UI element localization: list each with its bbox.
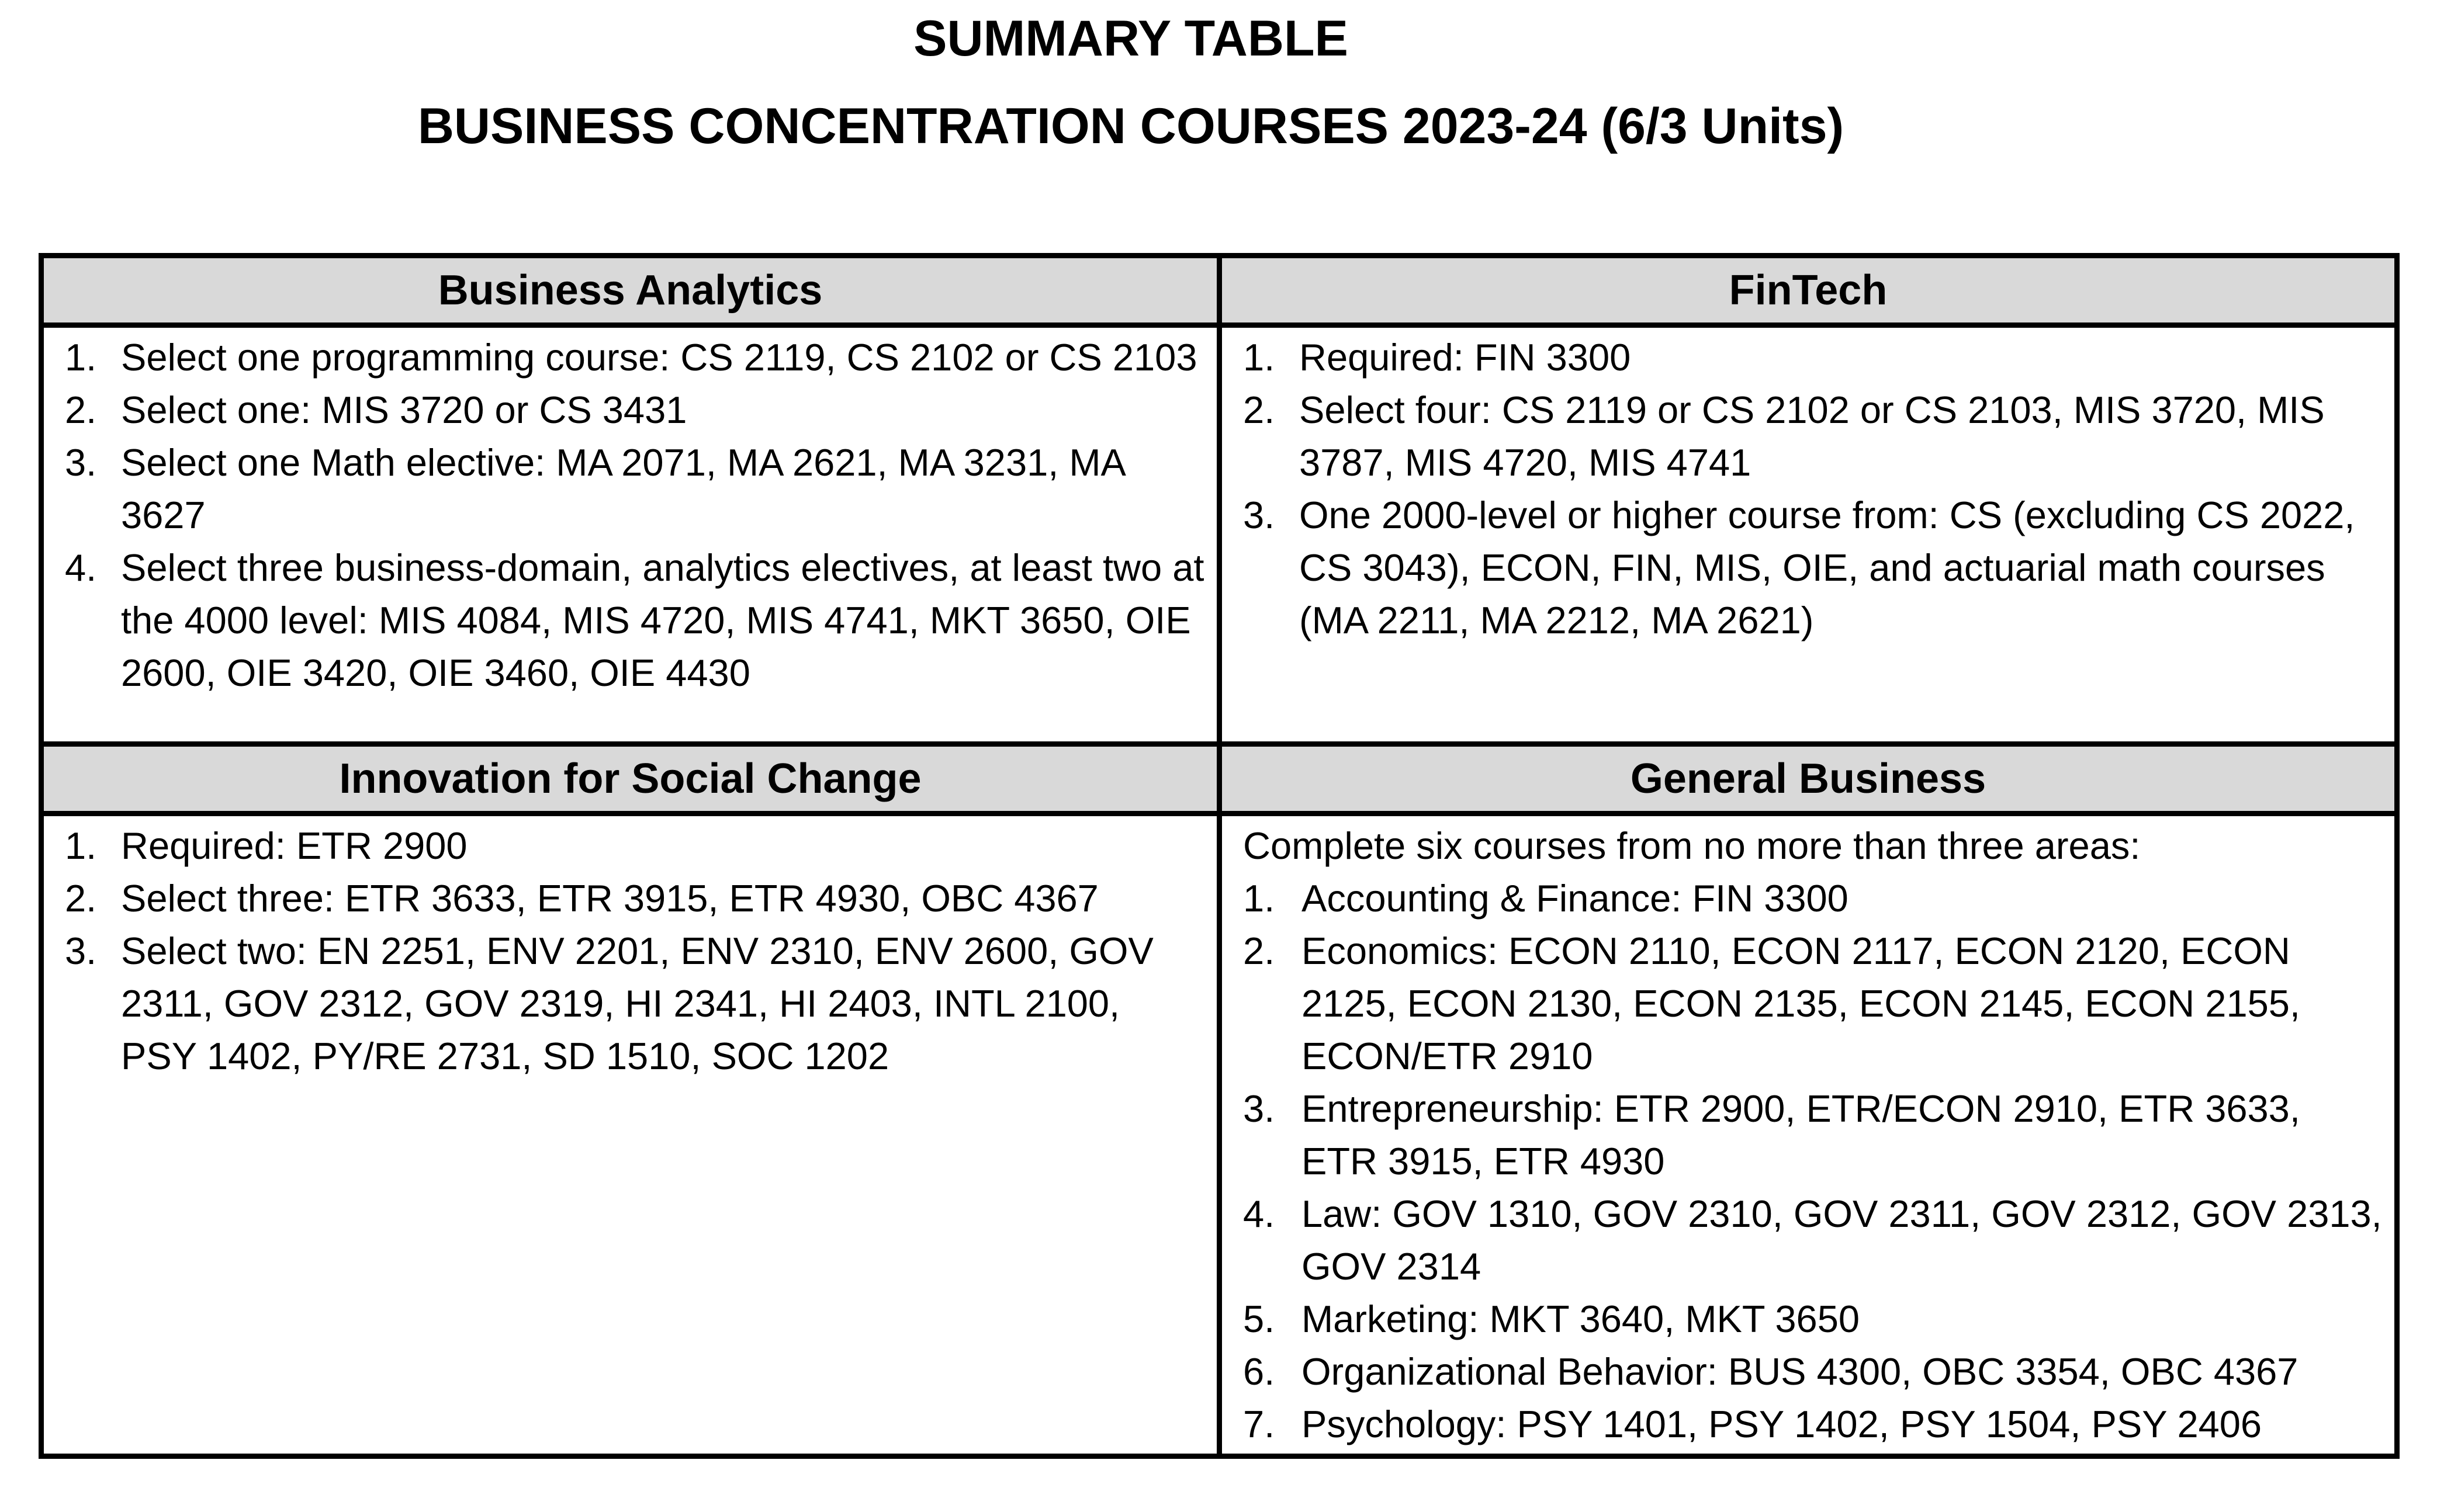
list-item xyxy=(65,925,1205,1083)
item-text: Entrepreneurship: ETR 2900, ETR/ECON 2910, ETR 3633, ETR 3915, ETR 4930 xyxy=(1301,1087,2300,1182)
item-text: Select one: MIS 3720 or CS 3431 xyxy=(121,389,687,431)
item-number: 1. xyxy=(65,336,97,379)
list-item xyxy=(65,384,1205,436)
list-item xyxy=(1243,1398,2383,1451)
innovation-social-change-cell xyxy=(44,747,1222,1454)
item-text: Required: FIN 3300 xyxy=(1299,336,1631,379)
title-summary-table: SUMMARY TABLE xyxy=(913,11,1348,67)
list-item xyxy=(1243,925,2383,1083)
list-item xyxy=(65,872,1205,925)
general-business-intro: Complete six courses from no more than three areas: xyxy=(1243,824,2141,867)
item-text: Select one Math elective: MA 2071, MA 2621, MA 3231, MA 3627 xyxy=(121,441,1124,536)
fintech-cell xyxy=(1222,258,2394,747)
item-text: Select one programming course: CS 2119, CS 2102 or CS 2103 xyxy=(121,336,1197,379)
general-business-list xyxy=(1243,872,2383,1451)
list-item xyxy=(1243,489,2383,647)
business-analytics-body xyxy=(44,328,1217,699)
list-item xyxy=(1243,1345,2383,1398)
innovation-social-change-heading: Innovation for Social Change xyxy=(44,747,1217,816)
list-item xyxy=(1243,872,2383,925)
item-number: 2. xyxy=(65,877,97,920)
item-number: 1. xyxy=(1243,336,1275,379)
item-number: 3. xyxy=(1243,1087,1275,1130)
innovation-social-change-body xyxy=(44,816,1217,1083)
item-number: 6. xyxy=(1243,1350,1275,1393)
general-business-body xyxy=(1222,816,2394,1451)
list-item xyxy=(1243,384,2383,489)
item-number: 4. xyxy=(65,546,97,589)
item-text: Select three business-domain, analytics electives, at least two at the 4000 level: MIS 4084, MIS 4720, MIS 4741, MKT 3650, OIE 2600, OIE 3420, OIE 3460, OIE 4430 xyxy=(121,546,1204,694)
list-item xyxy=(1243,1188,2383,1293)
item-number: 7. xyxy=(1243,1403,1275,1445)
summary-table xyxy=(39,253,2400,1459)
item-text: Select three: ETR 3633, ETR 3915, ETR 4930, OBC 4367 xyxy=(121,877,1099,920)
list-item xyxy=(1243,1293,2383,1345)
item-text: Required: ETR 2900 xyxy=(121,824,468,867)
title-concentration-courses: BUSINESS CONCENTRATION COURSES 2023-24 (6/3 Units) xyxy=(417,98,1844,154)
item-number: 2. xyxy=(65,389,97,431)
innovation-social-change-list xyxy=(65,820,1205,1083)
list-item xyxy=(65,436,1205,542)
item-text: Select four: CS 2119 or CS 2102 or CS 2103, MIS 3720, MIS 3787, MIS 4720, MIS 4741 xyxy=(1299,389,2325,484)
item-text: Select two: EN 2251, ENV 2201, ENV 2310, ENV 2600, GOV 2311, GOV 2312, GOV 2319, HI 2341, HI 2403, INTL 2100, PSY 1402, PY/RE 2731, SD 1510, SOC 1202 xyxy=(121,930,1154,1077)
fintech-list xyxy=(1243,331,2383,647)
business-analytics-cell xyxy=(44,258,1222,747)
list-item xyxy=(1243,331,2383,384)
list-item xyxy=(65,331,1205,384)
business-analytics-list xyxy=(65,331,1205,699)
item-text: One 2000-level or higher course from: CS (excluding CS 2022, CS 3043), ECON, FIN, MIS, OIE, and actuarial math courses (MA 2211, MA 2212, MA 2621) xyxy=(1299,494,2355,641)
item-number: 1. xyxy=(1243,877,1275,920)
item-number: 2. xyxy=(1243,389,1275,431)
item-number: 1. xyxy=(65,824,97,867)
item-text: Marketing: MKT 3640, MKT 3650 xyxy=(1301,1298,1860,1340)
item-number: 3. xyxy=(1243,494,1275,536)
list-item xyxy=(65,820,1205,872)
fintech-heading: FinTech xyxy=(1222,258,2394,328)
general-business-cell xyxy=(1222,747,2394,1454)
item-number: 3. xyxy=(65,441,97,484)
item-text: Psychology: PSY 1401, PSY 1402, PSY 1504, PSY 2406 xyxy=(1301,1403,2262,1445)
item-number: 3. xyxy=(65,930,97,972)
document-title xyxy=(0,0,2262,152)
list-item xyxy=(65,542,1205,699)
item-text: Accounting & Finance: FIN 3300 xyxy=(1301,877,1848,920)
business-analytics-heading: Business Analytics xyxy=(44,258,1217,328)
list-item xyxy=(1243,1083,2383,1188)
item-number: 4. xyxy=(1243,1192,1275,1235)
general-business-heading: General Business xyxy=(1222,747,2394,816)
item-text: Economics: ECON 2110, ECON 2117, ECON 2120, ECON 2125, ECON 2130, ECON 2135, ECON 2145, ECON 2155, ECON/ETR 2910 xyxy=(1301,930,2300,1077)
item-number: 2. xyxy=(1243,930,1275,972)
item-number: 5. xyxy=(1243,1298,1275,1340)
item-text: Organizational Behavior: BUS 4300, OBC 3354, OBC 4367 xyxy=(1301,1350,2298,1393)
item-text: Law: GOV 1310, GOV 2310, GOV 2311, GOV 2312, GOV 2313, GOV 2314 xyxy=(1301,1192,2382,1288)
fintech-body xyxy=(1222,328,2394,647)
